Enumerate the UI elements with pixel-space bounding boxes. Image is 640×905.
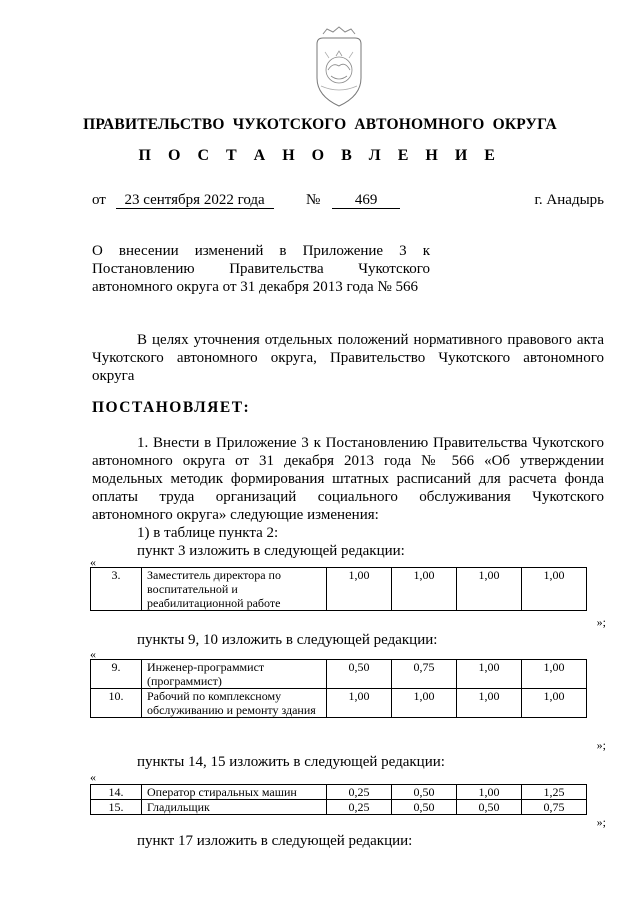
preamble-line: В целях уточнения отдельных положений нормативного правового акта [137, 332, 604, 348]
close-quote: »; [596, 738, 606, 752]
value-cell: 1,00 [457, 568, 522, 611]
value-cell: 1,00 [457, 785, 522, 800]
position-name: Рабочий по комплексному обслуживанию и ремонту здания [142, 689, 327, 718]
decree-type-title: П О С Т А Н О В Л Е Н И Е [138, 147, 502, 164]
value-cell: 1,00 [392, 568, 457, 611]
value-cell: 1,00 [522, 568, 587, 611]
item-1-line: 1. Внести в Приложение 3 к Постановлению Правительства Чукотского [137, 435, 604, 451]
close-quote: »; [596, 615, 606, 629]
decree-date: 23 сентября 2022 года [116, 192, 274, 209]
open-quote: « [90, 555, 96, 569]
from-label: от [92, 192, 106, 208]
value-cell: 0,50 [327, 660, 392, 689]
value-cell: 1,00 [327, 568, 392, 611]
table-row [91, 568, 587, 611]
value-cell: 0,25 [327, 785, 392, 800]
value-cell: 1,00 [457, 689, 522, 718]
chukotka-coat-of-arms-icon [303, 26, 375, 112]
value-cell: 1,00 [457, 660, 522, 689]
decree-subject [92, 242, 430, 296]
preamble-line: округа [92, 368, 135, 384]
position-name: Инженер-программист (программист) [142, 660, 327, 689]
decree-number: 469 [332, 192, 400, 209]
value-cell: 1,25 [522, 785, 587, 800]
table-row [91, 660, 587, 689]
preamble-line: Чукотского автономного округа, Правительство Чукотского автономного [92, 350, 604, 366]
number-row [306, 191, 400, 209]
value-cell: 0,75 [392, 660, 457, 689]
item-1-line: автономного округа от 31 декабря 2013 года № 566 «Об утверждении [92, 453, 604, 469]
points-14-15-intro: пункты 14, 15 изложить в следующей редакции: [137, 754, 445, 770]
value-cell: 0,50 [457, 800, 522, 815]
date-row [92, 191, 274, 209]
position-name: Гладильщик [142, 800, 327, 815]
points-9-10-intro: пункты 9, 10 изложить в следующей редакции: [137, 632, 438, 648]
table-points-9-10 [90, 659, 587, 718]
row-number: 3. [91, 568, 142, 611]
open-quote: « [90, 770, 96, 784]
table-row [91, 689, 587, 718]
close-quote: »; [596, 815, 606, 829]
subject-line: Постановлению Правительства Чукотского [92, 261, 430, 277]
value-cell: 1,00 [522, 660, 587, 689]
item-1-line: автономного округа» следующие изменения: [92, 507, 379, 523]
subject-line: автономного округа от 31 декабря 2013 года № 566 [92, 279, 419, 295]
item-1-line: оплаты труда организаций социального обслуживания Чукотского [92, 489, 604, 505]
position-name: Оператор стиральных машин [142, 785, 327, 800]
table-points-14-15 [90, 784, 587, 815]
value-cell: 0,25 [327, 800, 392, 815]
item-1 [92, 434, 604, 560]
point-17-intro: пункт 17 изложить в следующей редакции: [137, 833, 413, 849]
value-cell: 1,00 [392, 689, 457, 718]
resolves-heading: ПОСТАНОВЛЯЕТ: [92, 399, 251, 416]
table-point-3 [90, 567, 587, 611]
point-3-intro: пункт 3 изложить в следующей редакции: [137, 543, 405, 559]
number-label: № [306, 192, 321, 208]
table-row [91, 785, 587, 800]
table-row [91, 800, 587, 815]
row-number: 14. [91, 785, 142, 800]
value-cell: 1,00 [522, 689, 587, 718]
subject-line: О внесении изменений в Приложение 3 к [92, 243, 430, 259]
row-number: 9. [91, 660, 142, 689]
subitem-1: 1) в таблице пункта 2: [137, 525, 279, 541]
value-cell: 1,00 [327, 689, 392, 718]
value-cell: 0,50 [392, 785, 457, 800]
row-number: 15. [91, 800, 142, 815]
city: г. Анадырь [534, 192, 604, 208]
value-cell: 0,50 [392, 800, 457, 815]
open-quote: « [90, 647, 96, 661]
government-title: ПРАВИТЕЛЬСТВО ЧУКОТСКОГО АВТОНОМНОГО ОКРУГА [83, 116, 557, 133]
value-cell: 0,75 [522, 800, 587, 815]
preamble [92, 331, 604, 385]
position-name: Заместитель директора по воспитательной и реабилитационной работе [142, 568, 327, 611]
item-1-line: модельных методик формирования штатных расписаний для расчета фонда [92, 471, 604, 487]
row-number: 10. [91, 689, 142, 718]
